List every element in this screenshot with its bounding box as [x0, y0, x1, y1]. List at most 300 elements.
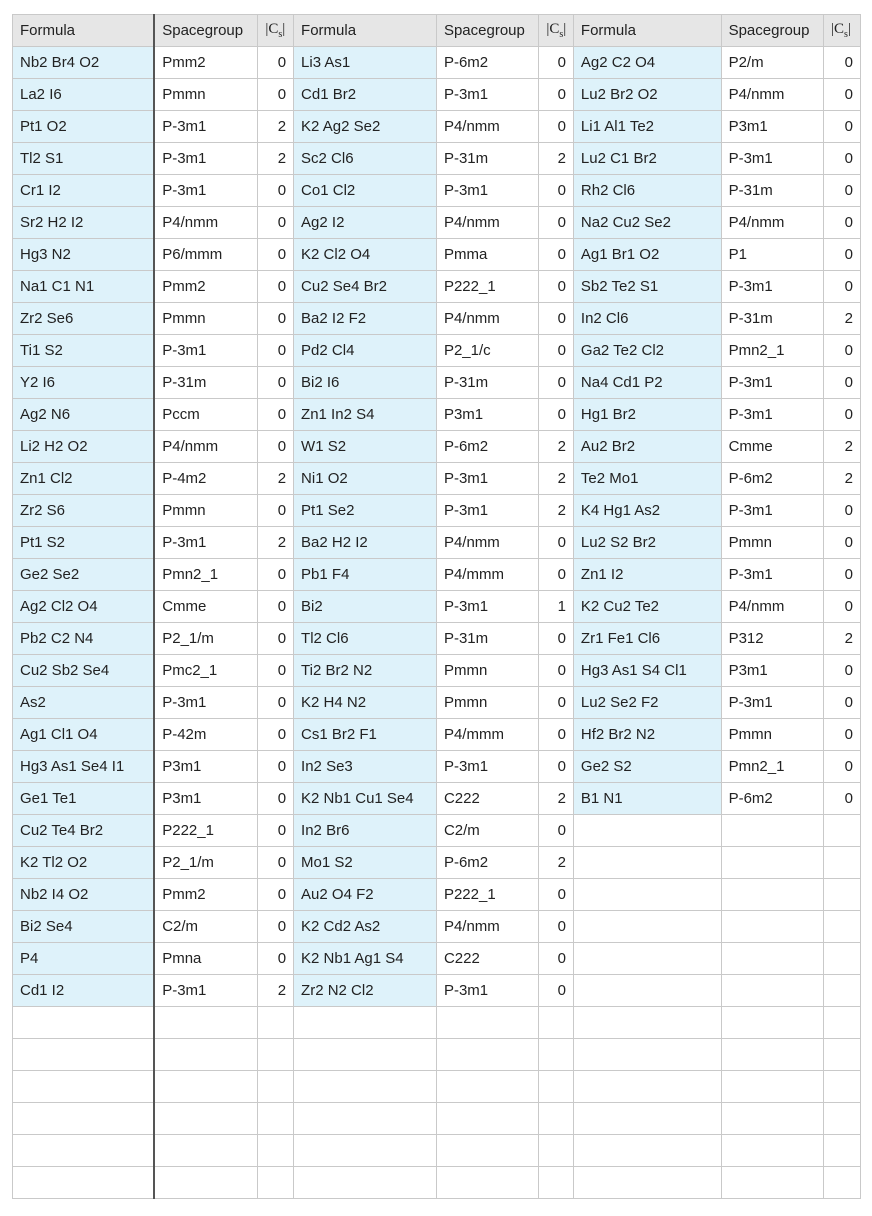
formula-cell[interactable]: Zr1 Fe1 Cl6 [573, 623, 721, 655]
formula-cell[interactable]: W1 S2 [294, 431, 437, 463]
formula-cell[interactable]: Nb2 Br4 O2 [13, 47, 155, 79]
cs-cell[interactable]: 0 [539, 399, 574, 431]
cs-cell[interactable]: 0 [539, 687, 574, 719]
spacegroup-cell[interactable]: P4/nmm [436, 303, 538, 335]
empty-cell[interactable] [721, 879, 823, 911]
formula-cell[interactable]: Au2 Br2 [573, 431, 721, 463]
spacegroup-cell[interactable]: P4/nmm [721, 207, 823, 239]
cs-cell[interactable]: 2 [539, 431, 574, 463]
spacegroup-cell[interactable]: Pmmn [154, 495, 258, 527]
spacegroup-cell[interactable]: Pmmn [436, 655, 538, 687]
formula-cell[interactable]: Cd1 I2 [13, 975, 155, 1007]
spacegroup-cell[interactable]: Pmmn [721, 719, 823, 751]
formula-cell[interactable]: Pb2 C2 N4 [13, 623, 155, 655]
empty-cell[interactable] [824, 1103, 861, 1135]
spacegroup-cell[interactable]: P-31m [721, 303, 823, 335]
empty-cell[interactable] [573, 847, 721, 879]
spacegroup-cell[interactable]: P-3m1 [154, 527, 258, 559]
cs-cell[interactable]: 0 [824, 335, 861, 367]
spacegroup-cell[interactable]: P4/mmm [436, 559, 538, 591]
empty-cell[interactable] [436, 1167, 538, 1199]
cs-cell[interactable]: 0 [824, 687, 861, 719]
spacegroup-cell[interactable]: P222_1 [436, 879, 538, 911]
formula-cell[interactable]: K2 Cl2 O4 [294, 239, 437, 271]
empty-cell[interactable] [721, 1007, 823, 1039]
cs-cell[interactable]: 0 [258, 207, 294, 239]
formula-cell[interactable]: Co1 Cl2 [294, 175, 437, 207]
spacegroup-cell[interactable]: Pmmn [721, 527, 823, 559]
spacegroup-cell[interactable]: P2_1/m [154, 623, 258, 655]
cs-cell[interactable]: 2 [539, 783, 574, 815]
cs-cell[interactable]: 0 [258, 399, 294, 431]
formula-cell[interactable]: K2 H4 N2 [294, 687, 437, 719]
cs-cell[interactable]: 0 [258, 879, 294, 911]
formula-cell[interactable]: Ag1 Cl1 O4 [13, 719, 155, 751]
empty-cell[interactable] [539, 1039, 574, 1071]
empty-cell[interactable] [573, 975, 721, 1007]
empty-cell[interactable] [154, 1039, 258, 1071]
formula-cell[interactable]: Cs1 Br2 F1 [294, 719, 437, 751]
spacegroup-cell[interactable]: P-3m1 [154, 687, 258, 719]
empty-cell[interactable] [154, 1071, 258, 1103]
spacegroup-cell[interactable]: P-3m1 [721, 559, 823, 591]
empty-cell[interactable] [824, 911, 861, 943]
empty-cell[interactable] [258, 1135, 294, 1167]
empty-cell[interactable] [721, 1039, 823, 1071]
spacegroup-cell[interactable]: P4/nmm [436, 207, 538, 239]
formula-cell[interactable]: Pt1 Se2 [294, 495, 437, 527]
spacegroup-cell[interactable]: P3m1 [721, 111, 823, 143]
formula-cell[interactable]: K2 Cd2 As2 [294, 911, 437, 943]
cs-cell[interactable]: 0 [824, 79, 861, 111]
cs-cell[interactable]: 0 [539, 751, 574, 783]
cs-cell[interactable]: 0 [824, 591, 861, 623]
formula-cell[interactable]: Pd2 Cl4 [294, 335, 437, 367]
formula-cell[interactable]: Lu2 Br2 O2 [573, 79, 721, 111]
formula-cell[interactable]: Ga2 Te2 Cl2 [573, 335, 721, 367]
spacegroup-cell[interactable]: P4/nmm [436, 527, 538, 559]
spacegroup-cell[interactable]: P-3m1 [721, 495, 823, 527]
cs-cell[interactable]: 0 [258, 911, 294, 943]
empty-cell[interactable] [436, 1039, 538, 1071]
spacegroup-cell[interactable]: P-3m1 [436, 975, 538, 1007]
empty-cell[interactable] [539, 1103, 574, 1135]
spacegroup-cell[interactable]: Pccm [154, 399, 258, 431]
spacegroup-cell[interactable]: C222 [436, 783, 538, 815]
cs-cell[interactable]: 0 [824, 527, 861, 559]
header-spacegroup[interactable]: Spacegroup [154, 15, 258, 47]
spacegroup-cell[interactable]: P2_1/m [154, 847, 258, 879]
cs-cell[interactable]: 0 [258, 47, 294, 79]
spacegroup-cell[interactable]: P-3m1 [154, 143, 258, 175]
cs-cell[interactable]: 0 [258, 335, 294, 367]
formula-cell[interactable]: Ba2 H2 I2 [294, 527, 437, 559]
empty-cell[interactable] [13, 1135, 155, 1167]
header-cs[interactable]: $|C_s|$ [824, 15, 861, 47]
spacegroup-cell[interactable]: P-3m1 [154, 111, 258, 143]
cs-cell[interactable]: 2 [824, 303, 861, 335]
cs-cell[interactable]: 0 [539, 879, 574, 911]
empty-cell[interactable] [13, 1039, 155, 1071]
empty-cell[interactable] [258, 1071, 294, 1103]
cs-cell[interactable]: 0 [824, 719, 861, 751]
cs-cell[interactable]: 0 [539, 111, 574, 143]
cs-cell[interactable]: 0 [539, 911, 574, 943]
formula-cell[interactable]: Pt1 S2 [13, 527, 155, 559]
formula-cell[interactable]: Ge2 S2 [573, 751, 721, 783]
empty-cell[interactable] [13, 1103, 155, 1135]
empty-cell[interactable] [154, 1135, 258, 1167]
formula-cell[interactable]: Sc2 Cl6 [294, 143, 437, 175]
spacegroup-cell[interactable]: Pmc2_1 [154, 655, 258, 687]
spacegroup-cell[interactable]: P222_1 [436, 271, 538, 303]
empty-cell[interactable] [573, 1039, 721, 1071]
formula-cell[interactable]: Ag2 I2 [294, 207, 437, 239]
empty-cell[interactable] [258, 1167, 294, 1199]
cs-cell[interactable]: 0 [824, 399, 861, 431]
empty-cell[interactable] [824, 1135, 861, 1167]
cs-cell[interactable]: 2 [258, 527, 294, 559]
empty-cell[interactable] [824, 1007, 861, 1039]
cs-cell[interactable]: 2 [824, 431, 861, 463]
empty-cell[interactable] [721, 1135, 823, 1167]
empty-cell[interactable] [539, 1071, 574, 1103]
formula-cell[interactable]: K4 Hg1 As2 [573, 495, 721, 527]
formula-cell[interactable]: Zn1 Cl2 [13, 463, 155, 495]
cs-cell[interactable]: 0 [539, 79, 574, 111]
spacegroup-cell[interactable]: Pmna [154, 943, 258, 975]
cs-cell[interactable]: 0 [824, 207, 861, 239]
spacegroup-cell[interactable]: P6/mmm [154, 239, 258, 271]
formula-cell[interactable]: Tl2 Cl6 [294, 623, 437, 655]
cs-cell[interactable]: 0 [824, 655, 861, 687]
empty-cell[interactable] [294, 1103, 437, 1135]
spacegroup-cell[interactable]: Pmm2 [154, 879, 258, 911]
formula-cell[interactable]: Rh2 Cl6 [573, 175, 721, 207]
empty-cell[interactable] [13, 1071, 155, 1103]
formula-cell[interactable]: Li2 H2 O2 [13, 431, 155, 463]
cs-cell[interactable]: 0 [258, 847, 294, 879]
spacegroup-cell[interactable]: P-31m [436, 623, 538, 655]
empty-cell[interactable] [294, 1039, 437, 1071]
formula-cell[interactable]: K2 Tl2 O2 [13, 847, 155, 879]
cs-cell[interactable]: 0 [258, 623, 294, 655]
cs-cell[interactable]: 0 [824, 367, 861, 399]
cs-cell[interactable]: 0 [258, 751, 294, 783]
formula-cell[interactable]: In2 Se3 [294, 751, 437, 783]
spacegroup-cell[interactable]: P4/nmm [436, 111, 538, 143]
cs-cell[interactable]: 0 [258, 943, 294, 975]
cs-cell[interactable]: 0 [258, 303, 294, 335]
formula-cell[interactable]: La2 I6 [13, 79, 155, 111]
empty-cell[interactable] [721, 847, 823, 879]
cs-cell[interactable]: 0 [539, 271, 574, 303]
cs-cell[interactable]: 0 [258, 495, 294, 527]
spacegroup-cell[interactable]: P-3m1 [436, 751, 538, 783]
empty-cell[interactable] [436, 1007, 538, 1039]
empty-cell[interactable] [573, 815, 721, 847]
empty-cell[interactable] [294, 1135, 437, 1167]
formula-cell[interactable]: Ba2 I2 F2 [294, 303, 437, 335]
cs-cell[interactable]: 2 [258, 111, 294, 143]
formula-cell[interactable]: Zr2 N2 Cl2 [294, 975, 437, 1007]
formula-cell[interactable]: Na4 Cd1 P2 [573, 367, 721, 399]
spacegroup-cell[interactable]: P-3m1 [721, 271, 823, 303]
cs-cell[interactable]: 0 [539, 943, 574, 975]
cs-cell[interactable]: 0 [824, 495, 861, 527]
formula-cell[interactable]: Ni1 O2 [294, 463, 437, 495]
spacegroup-cell[interactable]: P-3m1 [436, 495, 538, 527]
empty-cell[interactable] [721, 975, 823, 1007]
empty-cell[interactable] [824, 815, 861, 847]
spacegroup-cell[interactable]: P-3m1 [721, 367, 823, 399]
empty-cell[interactable] [436, 1135, 538, 1167]
header-spacegroup[interactable]: Spacegroup [436, 15, 538, 47]
formula-cell[interactable]: Zr2 S6 [13, 495, 155, 527]
spacegroup-cell[interactable]: P-31m [721, 175, 823, 207]
spacegroup-cell[interactable]: P-31m [436, 367, 538, 399]
cs-cell[interactable]: 0 [539, 527, 574, 559]
formula-cell[interactable]: Lu2 C1 Br2 [573, 143, 721, 175]
cs-cell[interactable]: 0 [824, 751, 861, 783]
spacegroup-cell[interactable]: C2/m [154, 911, 258, 943]
empty-cell[interactable] [13, 1007, 155, 1039]
formula-cell[interactable]: Hg3 As1 Se4 I1 [13, 751, 155, 783]
header-cs[interactable]: $|C_s|$ [258, 15, 294, 47]
formula-cell[interactable]: Hg3 As1 S4 Cl1 [573, 655, 721, 687]
cs-cell[interactable]: 0 [824, 271, 861, 303]
empty-cell[interactable] [721, 943, 823, 975]
formula-cell[interactable]: Li1 Al1 Te2 [573, 111, 721, 143]
spacegroup-cell[interactable]: P2/m [721, 47, 823, 79]
cs-cell[interactable]: 0 [824, 175, 861, 207]
cs-cell[interactable]: 2 [258, 975, 294, 1007]
formula-cell[interactable]: Bi2 [294, 591, 437, 623]
formula-cell[interactable]: As2 [13, 687, 155, 719]
empty-cell[interactable] [258, 1103, 294, 1135]
spacegroup-cell[interactable]: P3m1 [154, 751, 258, 783]
spacegroup-cell[interactable]: P-3m1 [721, 687, 823, 719]
spacegroup-cell[interactable]: P-4m2 [154, 463, 258, 495]
cs-cell[interactable]: 0 [824, 783, 861, 815]
formula-cell[interactable]: Sb2 Te2 S1 [573, 271, 721, 303]
formula-cell[interactable]: Ti1 S2 [13, 335, 155, 367]
spacegroup-cell[interactable]: Cmme [721, 431, 823, 463]
empty-cell[interactable] [13, 1167, 155, 1199]
cs-cell[interactable]: 0 [258, 687, 294, 719]
empty-cell[interactable] [573, 1135, 721, 1167]
spacegroup-cell[interactable]: P312 [721, 623, 823, 655]
empty-cell[interactable] [721, 1103, 823, 1135]
formula-cell[interactable]: Nb2 I4 O2 [13, 879, 155, 911]
spacegroup-cell[interactable]: P-3m1 [721, 399, 823, 431]
formula-cell[interactable]: K2 Nb1 Ag1 S4 [294, 943, 437, 975]
spacegroup-cell[interactable]: P-3m1 [721, 143, 823, 175]
spacegroup-cell[interactable]: P-3m1 [436, 463, 538, 495]
spacegroup-cell[interactable]: P-6m2 [721, 463, 823, 495]
spacegroup-cell[interactable]: Pmn2_1 [154, 559, 258, 591]
cs-cell[interactable]: 2 [824, 463, 861, 495]
header-cs[interactable]: $|C_s|$ [539, 15, 574, 47]
cs-cell[interactable]: 2 [539, 847, 574, 879]
formula-cell[interactable]: Zn1 In2 S4 [294, 399, 437, 431]
empty-cell[interactable] [436, 1103, 538, 1135]
formula-cell[interactable]: Ti2 Br2 N2 [294, 655, 437, 687]
spacegroup-cell[interactable]: P-6m2 [436, 431, 538, 463]
formula-cell[interactable]: Au2 O4 F2 [294, 879, 437, 911]
spacegroup-cell[interactable]: Pmn2_1 [721, 335, 823, 367]
formula-cell[interactable]: Cd1 Br2 [294, 79, 437, 111]
spacegroup-cell[interactable]: P-6m2 [436, 847, 538, 879]
empty-cell[interactable] [721, 1167, 823, 1199]
formula-cell[interactable]: Y2 I6 [13, 367, 155, 399]
empty-cell[interactable] [258, 1007, 294, 1039]
cs-cell[interactable]: 0 [539, 303, 574, 335]
empty-cell[interactable] [824, 847, 861, 879]
empty-cell[interactable] [436, 1071, 538, 1103]
formula-cell[interactable]: Ag2 N6 [13, 399, 155, 431]
header-formula[interactable]: Formula [573, 15, 721, 47]
formula-cell[interactable]: K2 Cu2 Te2 [573, 591, 721, 623]
cs-cell[interactable]: 0 [539, 655, 574, 687]
empty-cell[interactable] [824, 1071, 861, 1103]
spacegroup-cell[interactable]: Pmmn [436, 687, 538, 719]
formula-cell[interactable]: Lu2 S2 Br2 [573, 527, 721, 559]
cs-cell[interactable]: 0 [539, 367, 574, 399]
formula-cell[interactable]: Ag2 Cl2 O4 [13, 591, 155, 623]
empty-cell[interactable] [539, 1135, 574, 1167]
empty-cell[interactable] [824, 1039, 861, 1071]
formula-cell[interactable]: Pt1 O2 [13, 111, 155, 143]
formula-cell[interactable]: Cu2 Sb2 Se4 [13, 655, 155, 687]
cs-cell[interactable]: 0 [539, 719, 574, 751]
empty-cell[interactable] [294, 1167, 437, 1199]
empty-cell[interactable] [721, 815, 823, 847]
formula-cell[interactable]: Tl2 S1 [13, 143, 155, 175]
empty-cell[interactable] [824, 1167, 861, 1199]
cs-cell[interactable]: 0 [258, 271, 294, 303]
formula-cell[interactable]: K2 Ag2 Se2 [294, 111, 437, 143]
formula-cell[interactable]: P4 [13, 943, 155, 975]
formula-cell[interactable]: Ge1 Te1 [13, 783, 155, 815]
empty-cell[interactable] [573, 1167, 721, 1199]
empty-cell[interactable] [154, 1103, 258, 1135]
formula-cell[interactable]: Bi2 Se4 [13, 911, 155, 943]
spacegroup-cell[interactable]: P222_1 [154, 815, 258, 847]
spacegroup-cell[interactable]: P4/mmm [436, 719, 538, 751]
cs-cell[interactable]: 0 [824, 47, 861, 79]
spacegroup-cell[interactable]: P-31m [154, 367, 258, 399]
formula-cell[interactable]: B1 N1 [573, 783, 721, 815]
spacegroup-cell[interactable]: P-3m1 [436, 79, 538, 111]
empty-cell[interactable] [573, 1007, 721, 1039]
formula-cell[interactable]: Cr1 I2 [13, 175, 155, 207]
cs-cell[interactable]: 0 [539, 975, 574, 1007]
empty-cell[interactable] [154, 1007, 258, 1039]
spacegroup-cell[interactable]: P-6m2 [436, 47, 538, 79]
cs-cell[interactable]: 0 [258, 719, 294, 751]
spacegroup-cell[interactable]: P-42m [154, 719, 258, 751]
empty-cell[interactable] [824, 943, 861, 975]
spacegroup-cell[interactable]: P4/nmm [721, 591, 823, 623]
empty-cell[interactable] [539, 1007, 574, 1039]
empty-cell[interactable] [824, 975, 861, 1007]
formula-cell[interactable]: Te2 Mo1 [573, 463, 721, 495]
cs-cell[interactable]: 0 [824, 111, 861, 143]
formula-cell[interactable]: Li3 As1 [294, 47, 437, 79]
spacegroup-cell[interactable]: P4/nmm [436, 911, 538, 943]
empty-cell[interactable] [573, 1103, 721, 1135]
cs-cell[interactable]: 0 [258, 559, 294, 591]
formula-cell[interactable]: Hf2 Br2 N2 [573, 719, 721, 751]
spacegroup-cell[interactable]: C222 [436, 943, 538, 975]
cs-cell[interactable]: 0 [258, 655, 294, 687]
formula-cell[interactable]: Ag1 Br1 O2 [573, 239, 721, 271]
cs-cell[interactable]: 2 [539, 143, 574, 175]
cs-cell[interactable]: 0 [539, 47, 574, 79]
spacegroup-cell[interactable]: Cmme [154, 591, 258, 623]
formula-cell[interactable]: Cu2 Te4 Br2 [13, 815, 155, 847]
cs-cell[interactable]: 0 [539, 815, 574, 847]
cs-cell[interactable]: 0 [258, 591, 294, 623]
formula-cell[interactable]: Na2 Cu2 Se2 [573, 207, 721, 239]
spacegroup-cell[interactable]: P-3m1 [436, 175, 538, 207]
spacegroup-cell[interactable]: P3m1 [721, 655, 823, 687]
spacegroup-cell[interactable]: Pmm2 [154, 271, 258, 303]
spacegroup-cell[interactable]: P-3m1 [436, 591, 538, 623]
empty-cell[interactable] [573, 943, 721, 975]
formula-cell[interactable]: In2 Cl6 [573, 303, 721, 335]
spacegroup-cell[interactable]: P4/nmm [721, 79, 823, 111]
spacegroup-cell[interactable]: P2_1/c [436, 335, 538, 367]
cs-cell[interactable]: 0 [824, 143, 861, 175]
empty-cell[interactable] [154, 1167, 258, 1199]
empty-cell[interactable] [573, 911, 721, 943]
empty-cell[interactable] [824, 879, 861, 911]
spacegroup-cell[interactable]: P3m1 [154, 783, 258, 815]
header-formula[interactable]: Formula [294, 15, 437, 47]
spacegroup-cell[interactable]: Pmmn [154, 303, 258, 335]
formula-cell[interactable]: Hg1 Br2 [573, 399, 721, 431]
empty-cell[interactable] [721, 911, 823, 943]
cs-cell[interactable]: 0 [539, 559, 574, 591]
header-formula[interactable]: Formula [13, 15, 155, 47]
spacegroup-cell[interactable]: P-31m [436, 143, 538, 175]
cs-cell[interactable]: 1 [539, 591, 574, 623]
formula-cell[interactable]: Zn1 I2 [573, 559, 721, 591]
formula-cell[interactable]: In2 Br6 [294, 815, 437, 847]
empty-cell[interactable] [294, 1007, 437, 1039]
cs-cell[interactable]: 0 [258, 815, 294, 847]
cs-cell[interactable]: 0 [539, 239, 574, 271]
spacegroup-cell[interactable]: Pmma [436, 239, 538, 271]
cs-cell[interactable]: 0 [539, 623, 574, 655]
cs-cell[interactable]: 0 [258, 175, 294, 207]
spacegroup-cell[interactable]: C2/m [436, 815, 538, 847]
cs-cell[interactable]: 2 [258, 463, 294, 495]
cs-cell[interactable]: 2 [258, 143, 294, 175]
cs-cell[interactable]: 0 [258, 367, 294, 399]
formula-cell[interactable]: Pb1 F4 [294, 559, 437, 591]
cs-cell[interactable]: 0 [824, 559, 861, 591]
spacegroup-cell[interactable]: P-3m1 [154, 335, 258, 367]
empty-cell[interactable] [573, 879, 721, 911]
cs-cell[interactable]: 2 [824, 623, 861, 655]
spacegroup-cell[interactable]: P1 [721, 239, 823, 271]
spacegroup-cell[interactable]: P-6m2 [721, 783, 823, 815]
empty-cell[interactable] [294, 1071, 437, 1103]
spacegroup-cell[interactable]: P-3m1 [154, 975, 258, 1007]
